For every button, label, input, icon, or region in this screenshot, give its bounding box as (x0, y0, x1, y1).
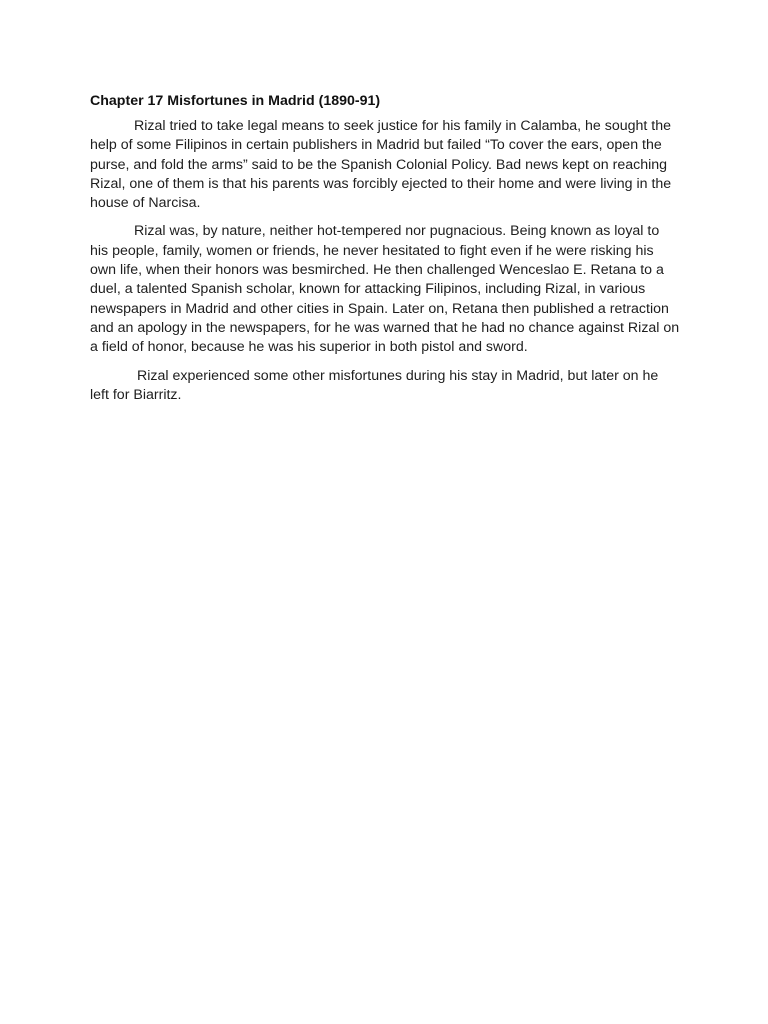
document-body (90, 92, 680, 414)
paragraph-1: Rizal tried to take legal means to seek justice for his family in Calamba, he sought the help of some Filipinos in certain publishers in Madrid but failed “To cover the ears, open the purse, and fold the arms” said to be the Spanish Colonial Policy. Bad news kept on reaching Rizal, one of them is that his parents was forcibly ejected to their home and were living in the house of Narcisa. (90, 118, 672, 212)
chapter-title: Chapter 17 Misfortunes in Madrid (1890-91) (90, 93, 381, 109)
paragraph-3: Rizal experienced some other misfortunes during his stay in Madrid, but later on he left for Biarritz. (90, 367, 659, 403)
paragraph-2: Rizal was, by nature, neither hot-tempered nor pugnacious. Being known as loyal to his people, family, women or friends, he never hesitated to fight even if he were risking his own life, when their honors was besmirched. He then challenged Wenceslao E. Retana to a duel, a talented Spanish scholar, known for attacking Filipinos, including Rizal, in various newspapers in Madrid and other cities in Spain. Later on, Retana then published a retraction and an apology in the newspapers, for he was warned that he had no chance against Rizal on a field of honor, because he was his superior in both pistol and sword. (90, 223, 680, 356)
